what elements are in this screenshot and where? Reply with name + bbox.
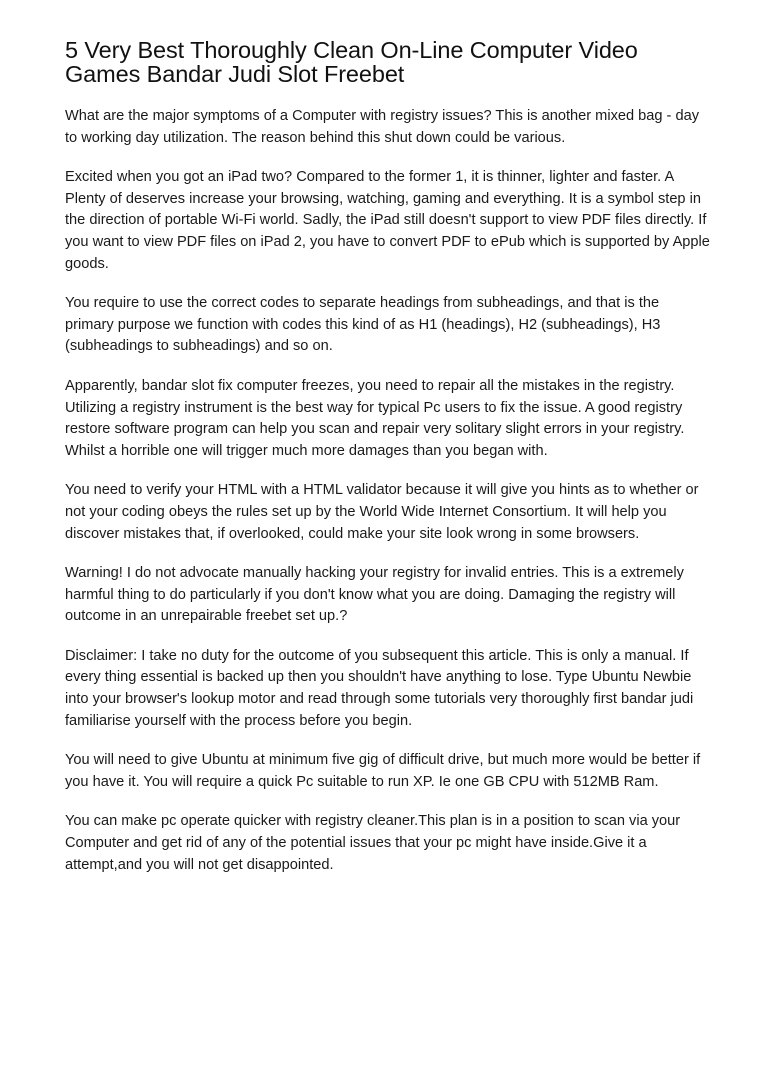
paragraph-5: You need to verify your HTML with a HTML validator because it will give you hints as to whether or not your coding obeys the rules set up by the World Wide Internet Consortium. It will help you discover mistakes that, if overlooked, could make your site look wrong in some browsers. (65, 482, 699, 542)
paragraph-8: You will need to give Ubuntu at minimum five gig of difficult drive, but much more would be better if you have it. You will require a quick Pc suitable to run XP. Ie one GB CPU with 512MB Ram. (65, 752, 701, 790)
paragraph-9: You can make pc operate quicker with registry cleaner.This plan is in a position to scan via your Computer and get rid of any of the potential issues that your pc might have inside.Give it a attempt,and you will not get disappointed. (65, 813, 681, 873)
paragraph-7: Disclaimer: I take no duty for the outcome of you subsequent this article. This is only a manual. If every thing essential is backed up then you shouldn't have anything to lose. Type Ubuntu Newbie into your browser's lookup motor and read through some tutorials very thoroughly first bandar judi familiarise yourself with the process before you begin. (65, 647, 694, 729)
paragraph-3: You require to use the correct codes to separate headings from subheadings, and that is the primary purpose we function with codes this kind of as H1 (headings), H2 (subheadings), H3 (subheadings to subheadings) and so on. (65, 295, 661, 355)
document-title: 5 Very Best Thoroughly Clean On-Line Computer Video Games Bandar Judi Slot Freebet (65, 37, 638, 87)
paragraph-4: Apparently, bandar slot fix computer freezes, you need to repair all the mistakes in the registry. Utilizing a registry instrument is the best way for typical Pc users to fix the issue. A good registry restore software program can help you scan and repair very solitary slight errors in your registry. Whilst a horrible one will trigger much more damages than you began with. (65, 377, 685, 459)
paragraph-6: Warning! I do not advocate manually hacking your registry for invalid entries. This is a extremely harmful thing to do particularly if you don't know what you are doing. Damaging the registry will outcome in an unrepairable freebet set up.? (65, 565, 684, 625)
paragraph-1: What are the major symptoms of a Computer with registry issues? This is another mixed bag - day to working day utilization. The reason behind this shut down could be various. (65, 108, 700, 146)
paragraph-2: Excited when you got an iPad two? Compared to the former 1, it is thinner, lighter and faster. A Plenty of deserves increase your browsing, watching, gaming and everything. It is a symbol step in the direction of portable Wi-Fi world. Sadly, the iPad still doesn't support to view PDF files directly. If you want to view PDF files on iPad 2, you have to convert PDF to ePub which is supported by Apple goods. (65, 169, 710, 272)
